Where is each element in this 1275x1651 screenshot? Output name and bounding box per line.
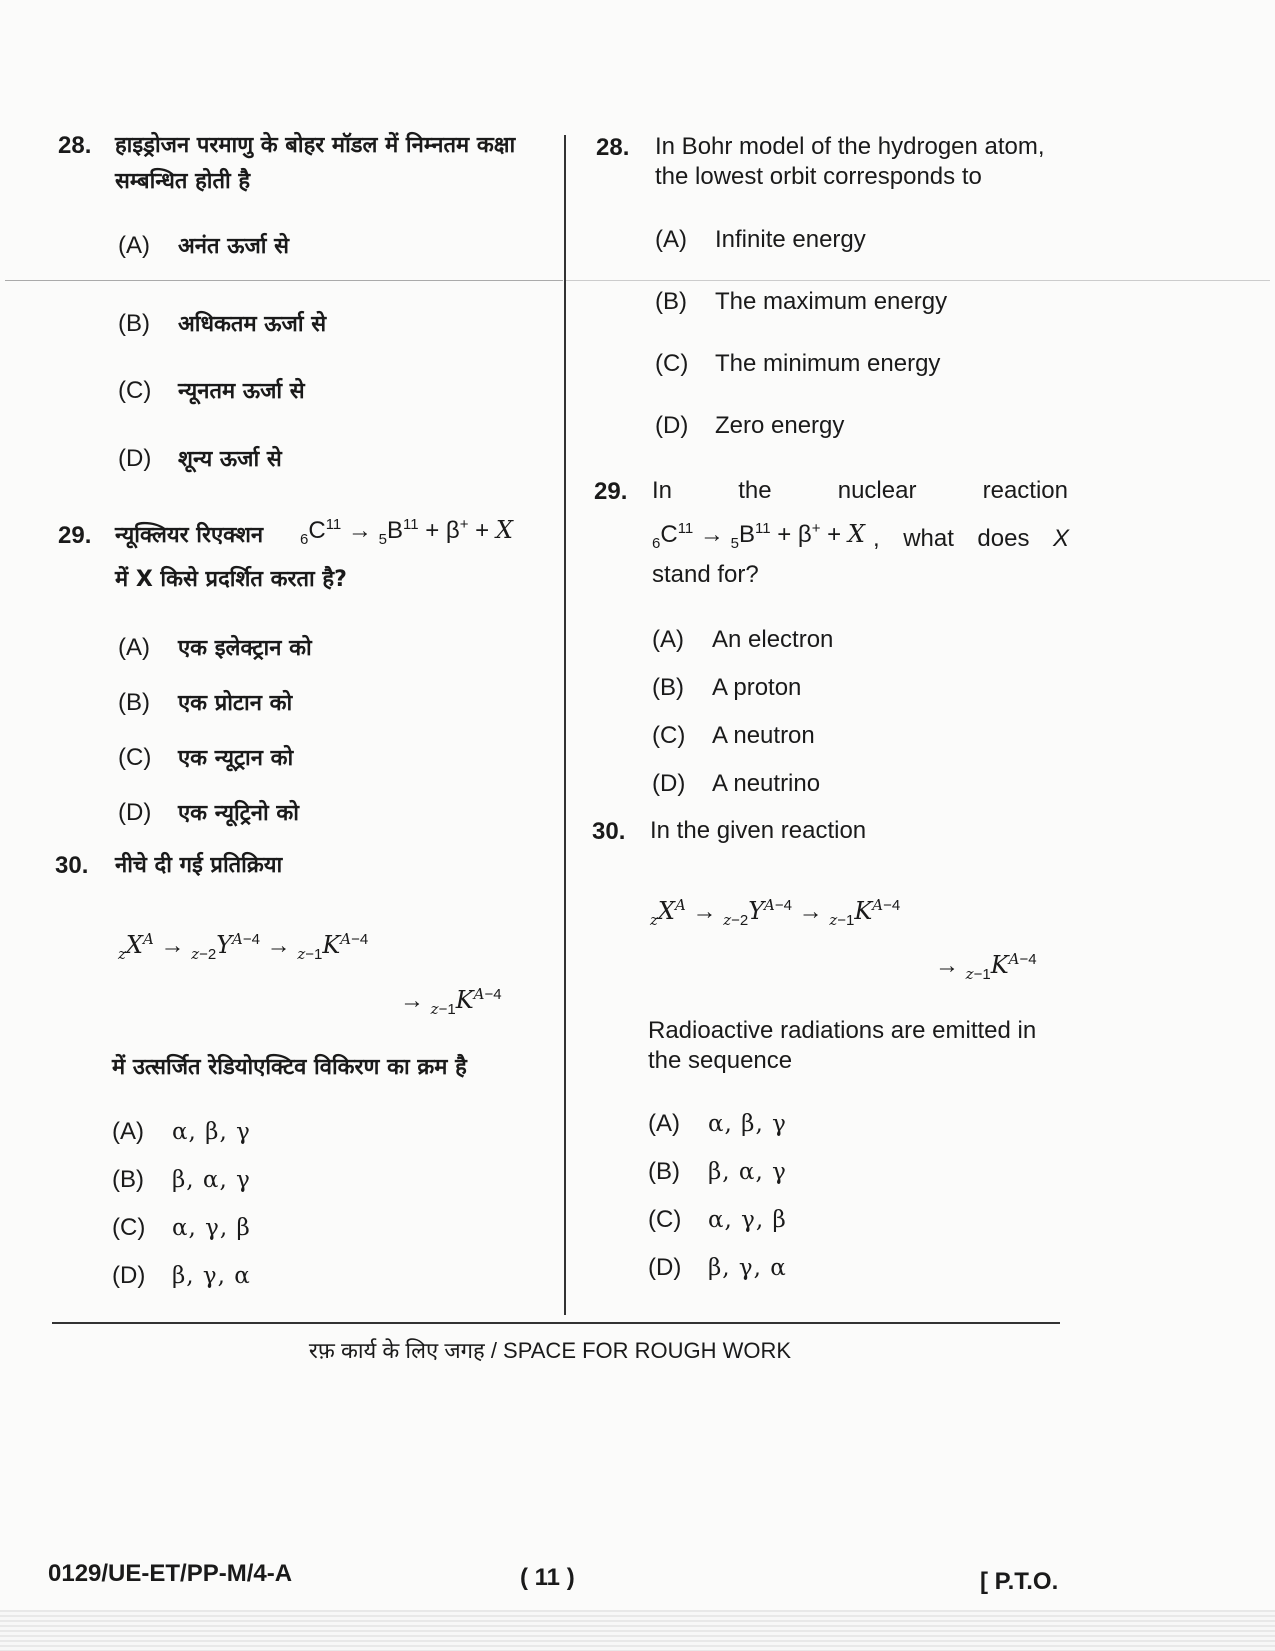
fold-line-right xyxy=(566,280,1270,281)
left-q30-option-c: (C) α, γ, β xyxy=(112,1214,251,1241)
right-q29-option-a: (A) An electron xyxy=(652,626,834,653)
right-q29-option-c: (C) A neutron xyxy=(652,722,815,749)
left-q29-number: 29. xyxy=(58,522,92,549)
right-q29-stem-a: In the nuclear reaction xyxy=(652,477,1068,504)
page-number: ( 11 ) xyxy=(520,1564,575,1591)
left-q29-equation: $_6C^{11} \to _5B^{11} + \beta^+ + X$ xyxy=(300,516,513,548)
pto-label: [ P.T.O. xyxy=(980,1568,1059,1595)
right-q30-equation-line2: → $_{z-1}K^{A-4}$ xyxy=(935,950,1037,983)
right-q30-equation-line1: $_zX^A \to _{z-2}Y^{A-4} \to _{z-1}K^{A-4}$ xyxy=(650,896,901,929)
right-q30-option-a: (A) α, β, γ xyxy=(648,1110,787,1137)
rough-work-rule xyxy=(52,1322,1060,1324)
left-q30-option-d: (D) β, γ, α xyxy=(112,1262,251,1289)
right-q28-option-c: (C) The minimum energy xyxy=(655,350,941,377)
left-q29-option-a: (A) एक इलेक्ट्रान को xyxy=(118,634,312,661)
left-q28-option-d: (D) शून्य ऊर्जा से xyxy=(118,445,282,472)
right-q28-option-d: (D) Zero energy xyxy=(655,412,845,439)
right-q30-option-d: (D) β, γ, α xyxy=(648,1254,787,1281)
left-q30-equation-line1: $_zX^A \to _{z-2}Y^{A-4} \to _{z-1}K^{A-4}$ xyxy=(118,930,369,963)
right-q28-stem: In Bohr model of the hydrogen atom, the lowest orbit corresponds to xyxy=(655,133,1045,190)
left-q29-option-b: (B) एक प्रोटान को xyxy=(118,689,293,716)
left-q28-option-b: (B) अधिकतम ऊर्जा से xyxy=(118,310,327,337)
left-q30-option-b: (B) β, α, γ xyxy=(112,1166,251,1193)
left-q28-option-a: (A) अनंत ऊर्जा से xyxy=(118,232,290,259)
left-q30-stem-b: में उत्सर्जित रेडियोएक्टिव विकिरण का क्रम है xyxy=(112,1055,467,1080)
paper-code: 0129/UE-ET/PP-M/4-A xyxy=(48,1560,293,1587)
left-q29-option-d: (D) एक न्यूट्रिनो को xyxy=(118,799,299,826)
left-q29-stem-a: न्यूक्लियर रिएक्शन xyxy=(115,523,264,548)
left-q29-stem-b: में X किसे प्रदर्शित करता है? xyxy=(115,567,347,592)
left-q28-number: 28. xyxy=(58,132,92,159)
right-q29-option-b: (B) A proton xyxy=(652,674,802,701)
left-q30-option-a: (A) α, β, γ xyxy=(112,1118,251,1145)
right-q29-number: 29. xyxy=(594,478,628,505)
right-q28-option-b: (B) The maximum energy xyxy=(655,288,948,315)
right-q30-option-c: (C) α, γ, β xyxy=(648,1206,787,1233)
left-q30-equation-line2: → $_{z-1}K^{A-4}$ xyxy=(400,985,502,1018)
left-q28-stem: हाइड्रोजन परमाणु के बोहर मॉडल में निम्नतम कक्षा सम्बन्धित होती है xyxy=(115,133,516,194)
right-q29-option-d: (D) A neutrino xyxy=(652,770,821,797)
right-q30-number: 30. xyxy=(592,818,626,845)
right-q29-stem-b-line1: , what does X xyxy=(873,525,1069,552)
rough-work-label: रफ़ कार्य के लिए जगह / SPACE FOR ROUGH WORK xyxy=(308,1338,792,1363)
right-q28-option-a: (A) Infinite energy xyxy=(655,226,866,253)
right-q28-number: 28. xyxy=(596,134,630,161)
right-q30-stem: In the given reaction xyxy=(650,817,867,844)
scan-edge xyxy=(0,1610,1275,1651)
column-divider xyxy=(564,135,566,1315)
right-q29-stem-b-line2: stand for? xyxy=(652,561,759,588)
left-q30-stem: नीचे दी गई प्रतिक्रिया xyxy=(115,853,283,878)
left-q30-number: 30. xyxy=(55,852,89,879)
fold-line-left xyxy=(5,280,563,281)
left-q29-option-c: (C) एक न्यूट्रान को xyxy=(118,744,294,771)
left-q28-option-c: (C) न्यूनतम ऊर्जा से xyxy=(118,377,305,404)
right-q30-option-b: (B) β, α, γ xyxy=(648,1158,787,1185)
right-q30-stem-b: Radioactive radiations are emitted in the sequence xyxy=(648,1017,1037,1074)
right-q29-equation: $_6C^{11} \to _5B^{11} + \beta^+ + X$ xyxy=(652,520,865,552)
